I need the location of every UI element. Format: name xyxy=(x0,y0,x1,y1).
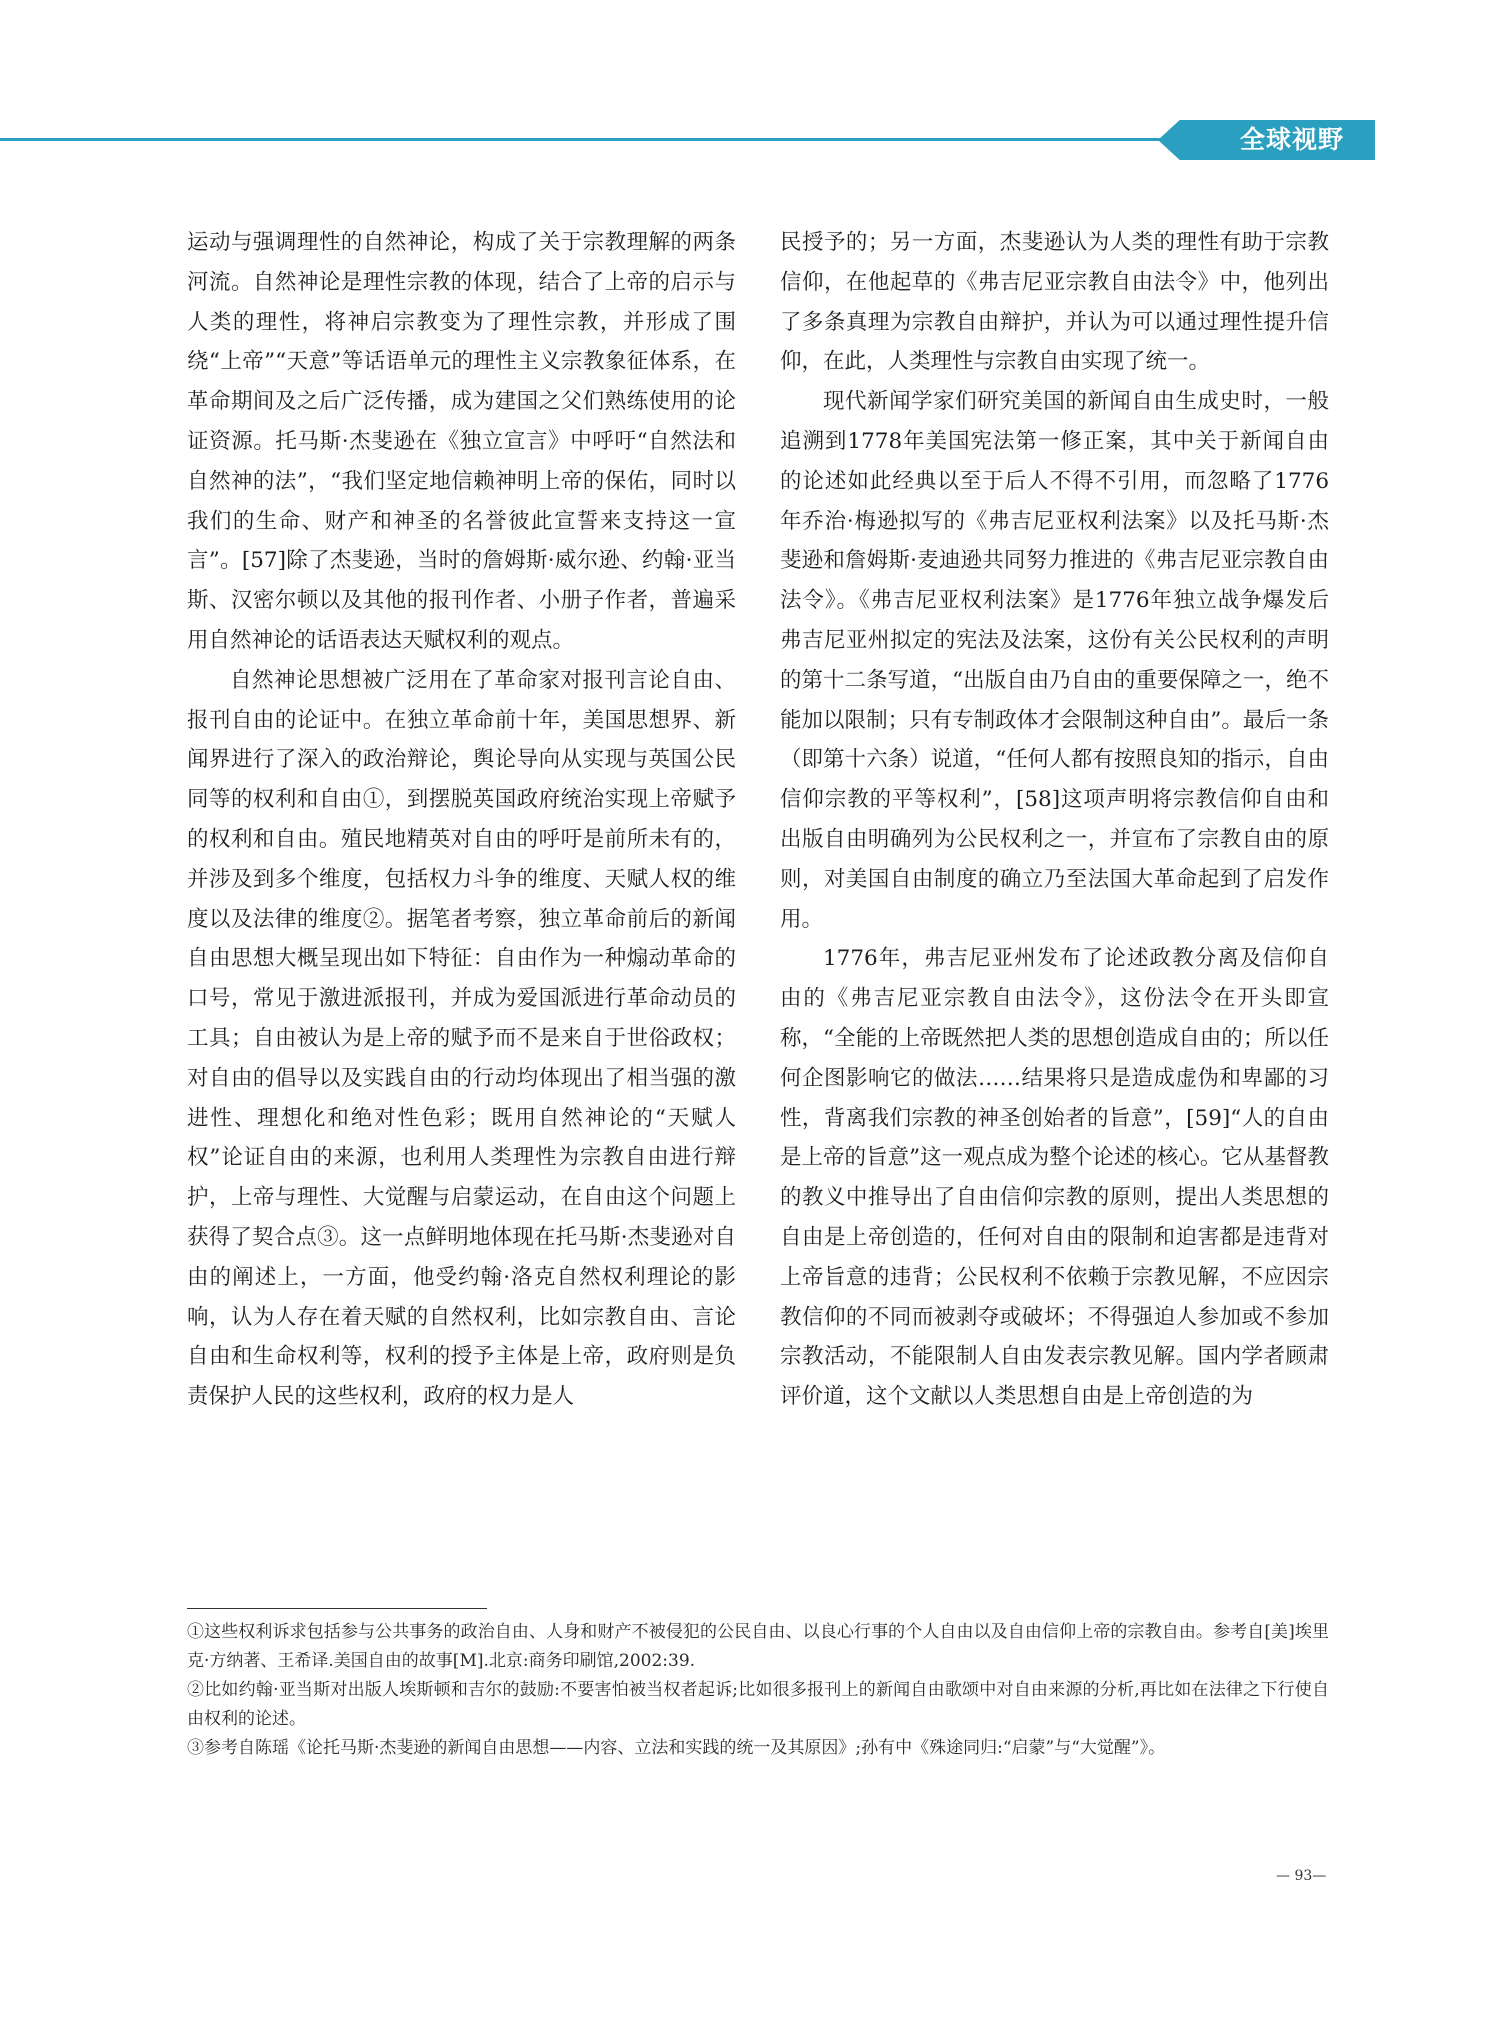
paragraph: 运动与强调理性的自然神论，构成了关于宗教理解的两条河流。自然神论是理性宗教的体现，结合了上帝的启示与人类的理性，将神启宗教变为了理性宗教，并形成了围绕“上帝”“天意”等话语单元的理性主义宗教象征体系，在革命期间及之后广泛传播，成为建国之父们熟练使用的论证资源。托马斯·杰斐逊在《独立宣言》中呼吁“自然法和自然神的法”，“我们坚定地信赖神明上帝的保佑，同时以我们的生命、财产和神圣的名誉彼此宣誓来支持这一宣言”。[57]除了杰斐逊，当时的詹姆斯·威尔逊、约翰·亚当斯、汉密尔顿以及其他的报刊作者、小册子作者，普遍采用自然神论的话语表达天赋权利的观点。 xyxy=(187,230,736,653)
paragraph: 现代新闻学家们研究美国的新闻自由生成史时，一般追溯到1778年美国宪法第一修正案，其中关于新闻自由的论述如此经典以至于后人不得不引用，而忽略了1776年乔治·梅逊拟写的《弗吉尼亚权利法案》以及托马斯·杰斐逊和詹姆斯·麦迪逊共同努力推进的《弗吉尼亚宗教自由法令》。《弗吉尼亚权利法案》是1776年独立战争爆发后弗吉尼亚州拟定的宪法及法案，这份有关公民权利的声明的第十二条写道，“出版自由乃自由的重要保障之一，绝不能加以限制；只有专制政体才会限制这种自由”。最后一条（即第十六条）说道，“任何人都有按照良知的指示，自由信仰宗教的平等权利”，[58]这项声明将宗教信仰自由和出版自由明确列为公民权利之一，并宣布了宗教自由的原则，对美国自由制度的确立乃至法国大革命起到了启发作用。 xyxy=(780,389,1329,932)
paragraph: 1776年，弗吉尼亚州发布了论述政教分离及信仰自由的《弗吉尼亚宗教自由法令》，这份法令在开头即宣称，“全能的上帝既然把人类的思想创造成自由的；所以任何企图影响它的做法……结果将只是造成虚伪和卑鄙的习性，背离我们宗教的神圣创始者的旨意”，[59]“人的自由是上帝的旨意”这一观点成为整个论述的核心。它从基督教的教义中推导出了自由信仰宗教的原则，提出人类思想的自由是上帝创造的，任何对自由的限制和迫害都是违背对上帝旨意的违背；公民权利不依赖于宗教见解，不应因宗教信仰的不同而被剥夺或破坏；不得强迫人参加或不参加宗教活动，不能限制人自由发表宗教见解。国内学者顾肃评价道，这个文献以人类思想自由是上帝创造的为 xyxy=(780,946,1329,1410)
section-title: 全球视野 xyxy=(1240,125,1345,154)
paragraph: 民授予的；另一方面，杰斐逊认为人类的理性有助于宗教信仰，在他起草的《弗吉尼亚宗教自由法令》中，他列出了多条真理为宗教自由辩护，并认为可以通过理性提升信仰，在此，人类理性与宗教自由实现了统一。 xyxy=(780,230,1329,375)
footnote-divider xyxy=(187,1608,487,1609)
paragraph: 自然神论思想被广泛用在了革命家对报刊言论自由、报刊自由的论证中。在独立革命前十年，美国思想界、新闻界进行了深入的政治辩论，舆论导向从实现与英国公民同等的权利和自由①，到摆脱英国政府统治实现上帝赋予的权利和自由。殖民地精英对自由的呼吁是前所未有的，并涉及到多个维度，包括权力斗争的维度、天赋人权的维度以及法律的维度②。据笔者考察，独立革命前后的新闻自由思想大概呈现出如下特征：自由作为一种煽动革命的口号，常见于激进派报刊，并成为爱国派进行革命动员的工具；自由被认为是上帝的赋予而不是来自于世俗政权；对自由的倡导以及实践自由的行动均体现出了相当强的激进性、理想化和绝对性色彩；既用自然神论的“天赋人权”论证自由的来源，也利用人类理性为宗教自由进行辩护，上帝与理性、大觉醒与启蒙运动，在自由这个问题上获得了契合点③。这一点鲜明地体现在托马斯·杰斐逊对自由的阐述上，一方面，他受约翰·洛克自然权利理论的影响，认为人存在着天赋的自然权利，比如宗教自由、言论自由和生命权利等，权利的授予主体是上帝，政府则是负责保护人民的这些权利，政府的权力是人 xyxy=(187,667,736,1410)
footnote: ①这些权利诉求包括参与公共事务的政治自由、人身和财产不被侵犯的公民自由、以良心行事的个人自由以及自由信仰上帝的宗教自由。参考自[美]埃里克·方纳著、王希译.美国自由的故事[M].北京:商务印刷馆,2002:39. xyxy=(187,1622,1329,1671)
left-column xyxy=(187,223,736,1417)
page-number: — 93— xyxy=(1276,1868,1327,1884)
footnotes xyxy=(187,1618,1329,1763)
header-rule xyxy=(0,138,1165,141)
footnote: ③参考自陈瑶《论托马斯·杰斐逊的新闻自由思想——内容、立法和实践的统一及其原因》;孙有中《殊途同归:“启蒙”与“大觉醒”》。 xyxy=(187,1738,1166,1758)
footnote: ②比如约翰·亚当斯对出版人埃斯顿和吉尔的鼓励:不要害怕被当权者起诉;比如很多报刊上的新闻自由歌颂中对自由来源的分析,再比如在法律之下行使自由权利的论述。 xyxy=(187,1680,1329,1729)
right-column xyxy=(780,223,1329,1417)
